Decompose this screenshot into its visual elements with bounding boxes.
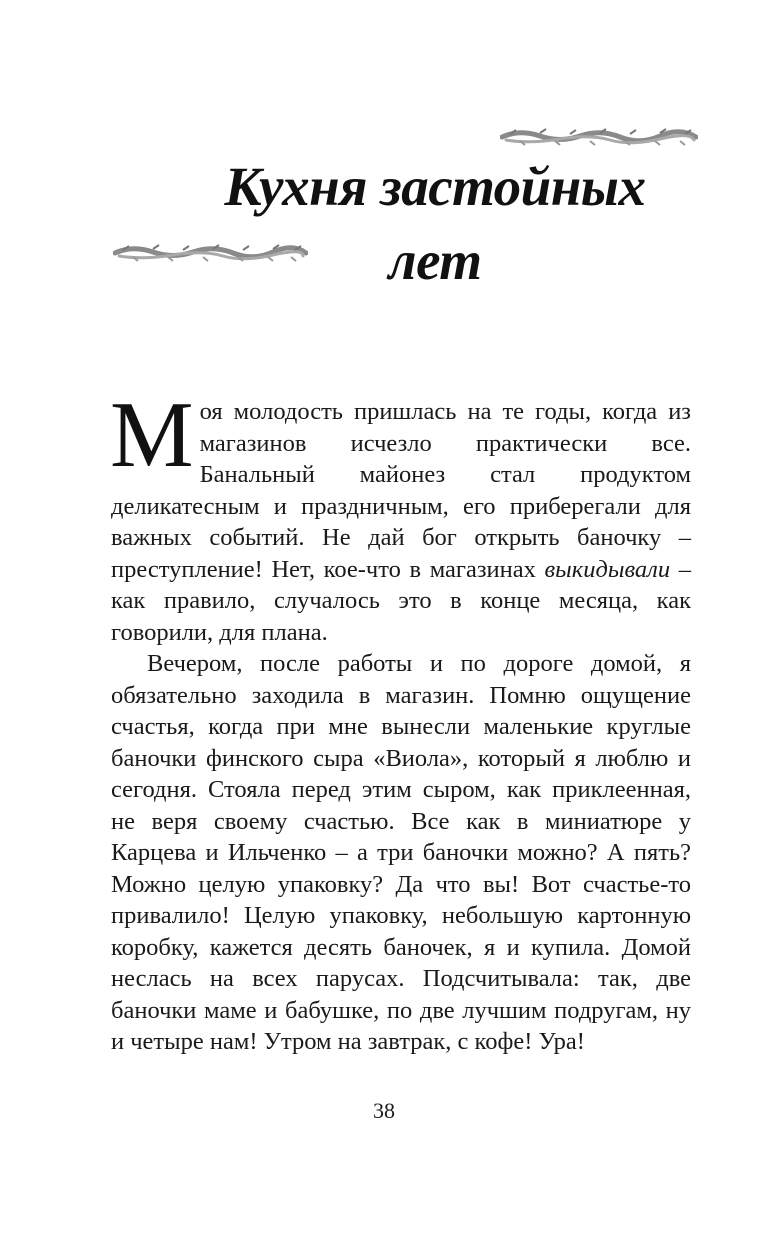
chapter-title-line-2: лет (388, 230, 482, 291)
paragraph-1-text-start: оя молодость пришлась на те годы, когда из магазинов исчезло практически все. Банальный майонез стал продуктом деликатесным и праздничным, его приберегали для важных событий. Не дай бог открыть баночку – преступление! Нет, кое-что в магазинах (111, 398, 691, 583)
paragraph-1-text-end: – как правило, случалось это в конце месяца, как говорили, для плана. (111, 555, 692, 646)
drop-cap: М (110, 383, 194, 487)
page-number: 38 (373, 1098, 395, 1123)
body-text (110, 383, 692, 1058)
decorative-ornament-top (500, 126, 698, 148)
paragraph-1 (110, 383, 692, 648)
paragraph-1-emphasis: выкидывали (544, 555, 671, 583)
paragraph-2: Вечером, после работы и по дороге домой, я обязательно заходила в магазин. Помню ощущение счастья, когда при мне вынесли маленькие круглые баночки финского сыра «Виола», который я люблю и сегодня. Стояла перед этим сыром, как приклеенная, не веря своему счастью. Все как в миниатюре у Карцева и Ильченко – а три баночки можно? А пять? Можно целую упаковку? Да что вы! Вот счастье-то привалило! Целую упаковку, небольшую картонную коробку, кажется десять баночек, я и купила. Домой неслась на всех парусах. Подсчитывала: так, две баночки маме и бабушке, по две лучшим подругам, ну и четыре нам! Утром на завтрак, с кофе! Ура! (111, 650, 691, 1055)
chapter-title (140, 150, 730, 298)
chapter-title-line-1: Кухня застойных (224, 156, 646, 217)
